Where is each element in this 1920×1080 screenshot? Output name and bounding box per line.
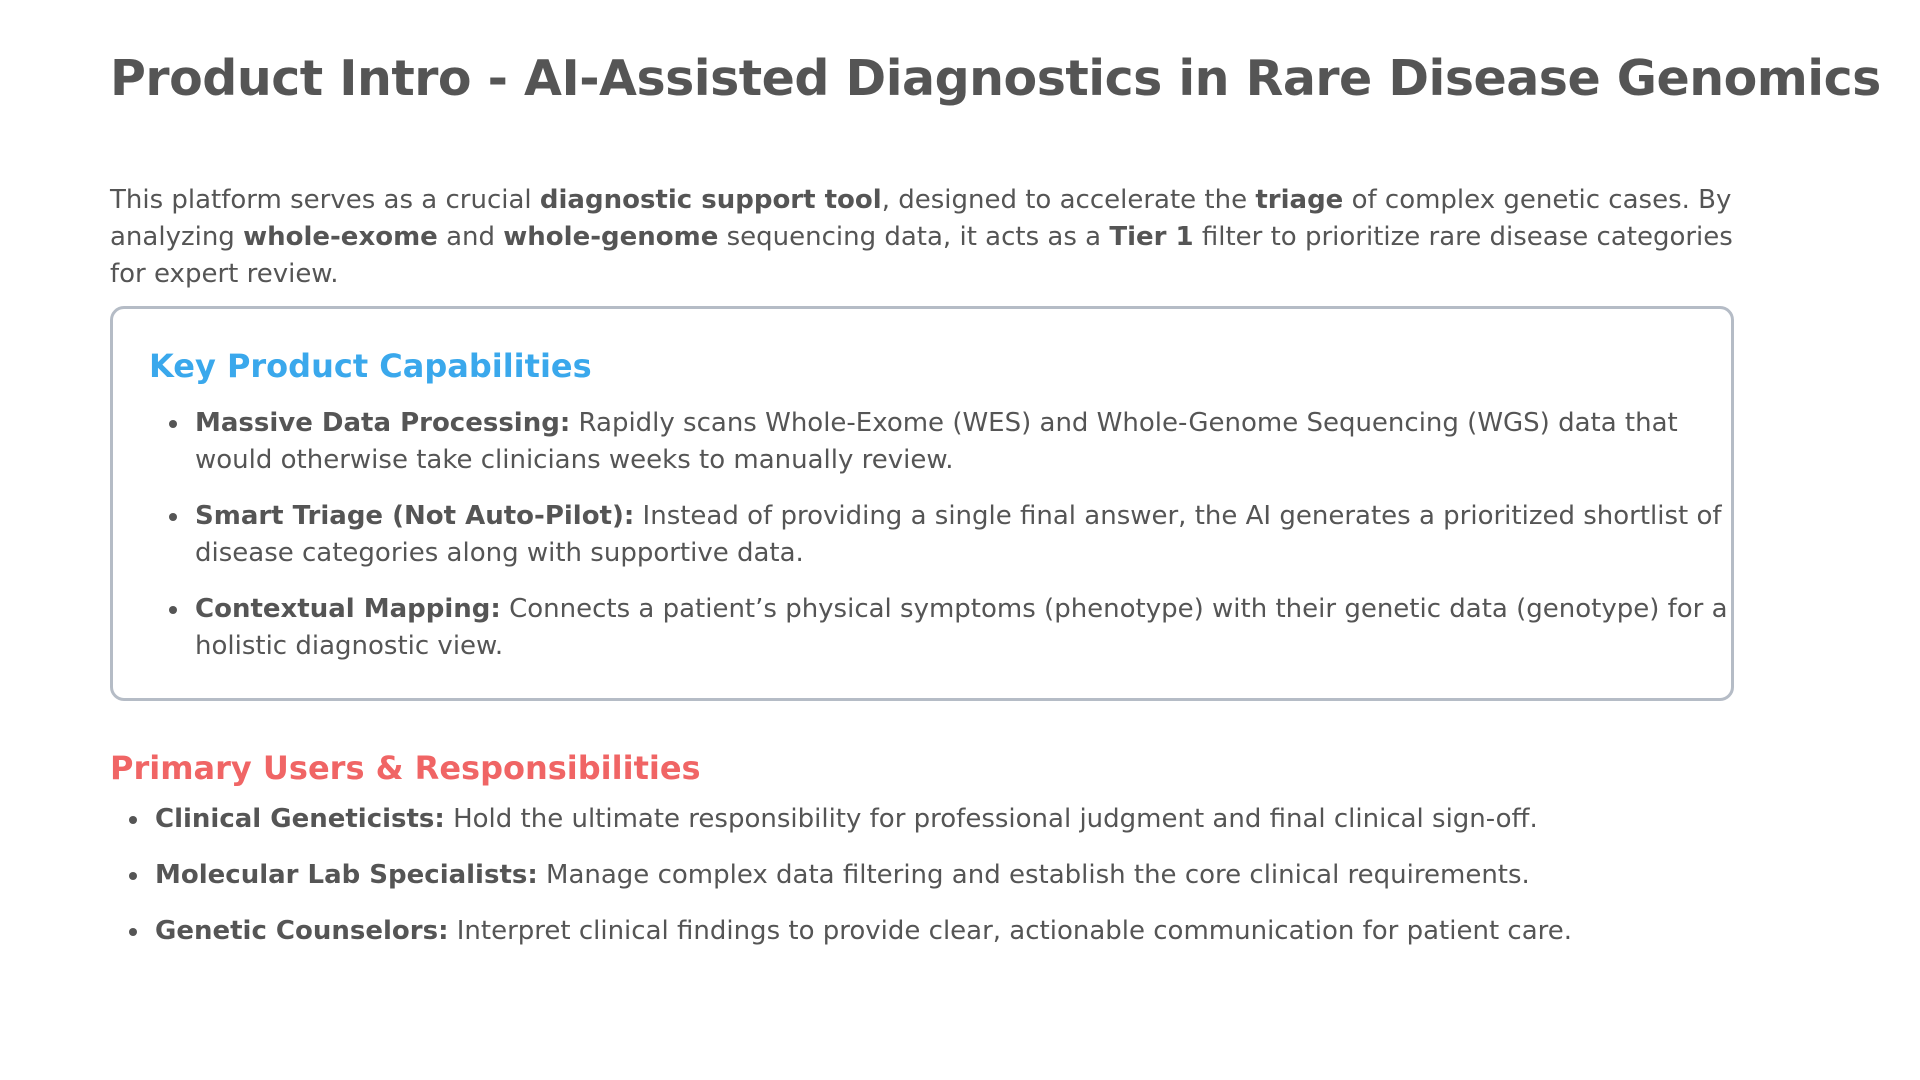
intro-text: This platform serves as a crucial — [110, 185, 540, 215]
intro-text: and — [437, 222, 504, 252]
users-list — [110, 801, 1795, 969]
item-title: Molecular Lab Specialists: — [155, 860, 538, 890]
intro-paragraph — [110, 182, 1770, 293]
intro-bold: diagnostic support tool — [539, 185, 882, 215]
item-text: Connects a patient’s physical symptoms (phenotype) with their genetic data (genotype) for a holistic diagnostic view. — [195, 594, 1728, 661]
page-title: Product Intro - AI-Assisted Diagnostics in Rare Disease Genomics — [110, 50, 1881, 107]
intro-bold: whole-genome — [503, 222, 719, 252]
list-item — [195, 591, 1755, 665]
item-title: Contextual Mapping: — [195, 594, 501, 624]
item-title: Clinical Geneticists: — [155, 804, 445, 834]
intro-text: filter to prioritize rare disease categories for expert review. — [110, 222, 1733, 289]
intro-text: of complex genetic cases. By analyzing — [110, 185, 1732, 252]
users-heading: Primary Users & Responsibilities — [110, 749, 701, 787]
list-item — [195, 498, 1755, 572]
list-item — [195, 405, 1755, 479]
intro-text: , designed to accelerate the — [881, 185, 1256, 215]
intro-bold: triage — [1255, 185, 1344, 215]
item-text: Rapidly scans Whole-Exome (WES) and Whole-Genome Sequencing (WGS) data that would otherwise take clinicians weeks to manually review. — [195, 408, 1678, 475]
item-text: Interpret clinical findings to provide clear, actionable communication for patient care. — [448, 916, 1573, 946]
capabilities-list — [149, 405, 1755, 684]
list-item — [155, 913, 1795, 950]
list-item — [155, 801, 1795, 838]
list-item — [155, 857, 1795, 894]
item-text: Hold the ultimate responsibility for professional judgment and final clinical sign-off. — [444, 804, 1538, 834]
item-text: Manage complex data filtering and establish the core clinical requirements. — [537, 860, 1530, 890]
capabilities-box — [110, 306, 1734, 701]
item-title: Smart Triage (Not Auto-Pilot): — [195, 501, 635, 531]
intro-bold: Tier 1 — [1109, 222, 1194, 252]
item-title: Massive Data Processing: — [195, 408, 571, 438]
capabilities-heading: Key Product Capabilities — [149, 347, 592, 385]
intro-bold: whole-exome — [243, 222, 438, 252]
intro-text: sequencing data, it acts as a — [718, 222, 1110, 252]
item-title: Genetic Counselors: — [155, 916, 449, 946]
item-text: Instead of providing a single final answer, the AI generates a prioritized shortlist of disease categories along with supportive data. — [195, 501, 1722, 568]
document-page — [110, 44, 1881, 946]
